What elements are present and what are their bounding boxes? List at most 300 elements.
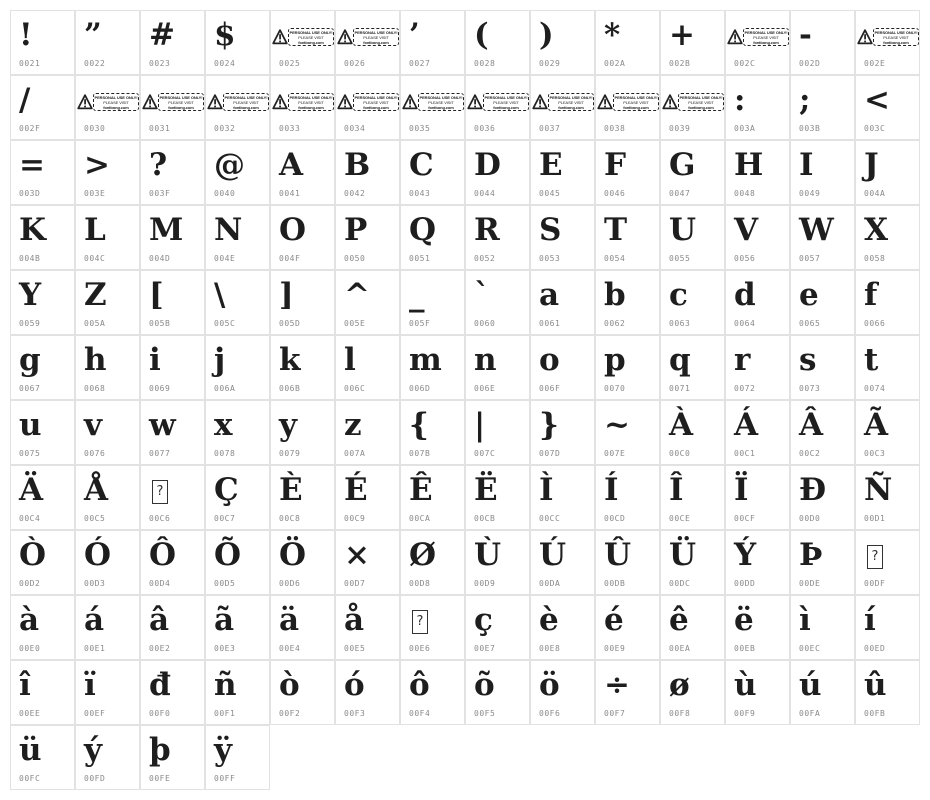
personal-use-warning-badge — [272, 27, 333, 47]
glyph: B — [344, 147, 371, 183]
glyph-cell[interactable] — [335, 400, 400, 465]
glyph-cell[interactable] — [205, 465, 270, 530]
glyph: þ — [149, 732, 171, 768]
glyph-code: 0035 — [409, 124, 431, 133]
glyph-code: 006A — [214, 384, 236, 393]
glyph-cell[interactable] — [205, 595, 270, 660]
glyph-cell[interactable] — [790, 400, 855, 465]
glyph: o — [539, 342, 560, 378]
glyph-code: 007B — [409, 449, 431, 458]
glyph: Í — [604, 472, 619, 508]
glyph-cell[interactable] — [595, 400, 660, 465]
glyph-cell[interactable] — [10, 205, 75, 270]
glyph-cell[interactable] — [790, 205, 855, 270]
glyph-cell[interactable] — [465, 530, 530, 595]
glyph: ` — [474, 277, 490, 313]
glyph-cell[interactable] — [595, 205, 660, 270]
glyph-cell[interactable] — [660, 205, 725, 270]
glyph: Þ — [799, 537, 823, 573]
glyph-cell[interactable] — [790, 140, 855, 205]
glyph-cell[interactable] — [75, 660, 140, 725]
glyph-cell[interactable] — [140, 10, 205, 75]
glyph: J — [864, 147, 879, 183]
glyph: ÷ — [604, 667, 630, 703]
glyph-code: 00C7 — [214, 514, 236, 523]
glyph-code: 004C — [84, 254, 106, 263]
glyph-code: 0069 — [149, 384, 171, 393]
glyph-cell[interactable] — [660, 530, 725, 595]
badge-line1: PERSONAL USE ONLY! — [354, 95, 398, 100]
glyph-code: 00E1 — [84, 644, 106, 653]
glyph: Ø — [409, 537, 437, 573]
glyph-cell[interactable] — [400, 595, 465, 660]
glyph: Y — [19, 277, 42, 313]
glyph-cell[interactable] — [725, 205, 790, 270]
glyph-cell[interactable] — [725, 660, 790, 725]
glyph-cell[interactable] — [10, 400, 75, 465]
glyph: ä — [279, 602, 300, 638]
glyph: Ì — [539, 472, 554, 508]
glyph-cell[interactable] — [790, 595, 855, 660]
glyph-cell[interactable] — [10, 595, 75, 660]
glyph: ã — [214, 602, 235, 638]
glyph-code: 00C6 — [149, 514, 171, 523]
glyph-cell[interactable] — [270, 140, 335, 205]
glyph: g — [19, 342, 41, 378]
glyph-cell[interactable] — [335, 660, 400, 725]
glyph-cell[interactable] — [75, 140, 140, 205]
glyph-code: 002A — [604, 59, 626, 68]
glyph: Ñ — [864, 472, 893, 508]
glyph: r — [734, 342, 751, 378]
glyph-cell[interactable] — [400, 335, 465, 400]
glyph-cell[interactable] — [270, 465, 335, 530]
glyph-code: 00CD — [604, 514, 626, 523]
glyph-cell[interactable] — [725, 140, 790, 205]
badge-line2: PLEASE VISIT — [493, 100, 519, 105]
glyph-code: 0036 — [474, 124, 496, 133]
glyph-cell[interactable] — [595, 530, 660, 595]
glyph-cell[interactable] — [205, 205, 270, 270]
glyph: D — [474, 147, 501, 183]
glyph-code: 0038 — [604, 124, 626, 133]
glyph-code: 00FC — [19, 774, 41, 783]
badge-line3: fontbong.com — [298, 105, 324, 110]
glyph: p — [604, 342, 626, 378]
glyph-cell[interactable] — [790, 465, 855, 530]
glyph-cell[interactable] — [10, 270, 75, 335]
glyph-cell[interactable] — [855, 335, 920, 400]
glyph-cell[interactable] — [335, 530, 400, 595]
glyph-cell[interactable] — [660, 465, 725, 530]
glyph: Å — [84, 472, 109, 508]
glyph-cell[interactable] — [660, 335, 725, 400]
glyph-cell[interactable] — [140, 335, 205, 400]
glyph-cell[interactable] — [790, 335, 855, 400]
badge-line2: PLEASE VISIT — [103, 100, 129, 105]
glyph-cell[interactable] — [530, 205, 595, 270]
glyph: Ï — [734, 472, 749, 508]
glyph: F — [604, 147, 627, 183]
glyph-cell[interactable] — [335, 270, 400, 335]
glyph: \ — [214, 277, 226, 313]
glyph-cell[interactable] — [140, 140, 205, 205]
glyph-cell[interactable] — [205, 530, 270, 595]
glyph-cell[interactable] — [660, 10, 725, 75]
glyph-code: 0024 — [214, 59, 236, 68]
glyph-cell[interactable] — [595, 140, 660, 205]
glyph-cell[interactable] — [465, 10, 530, 75]
warning-icon — [77, 94, 93, 110]
glyph-cell[interactable] — [530, 660, 595, 725]
glyph: P — [344, 212, 368, 248]
glyph: ý — [84, 732, 103, 768]
glyph: Ê — [409, 472, 433, 508]
glyph-cell[interactable] — [530, 400, 595, 465]
glyph: = — [19, 147, 45, 183]
glyph-cell[interactable] — [855, 75, 920, 140]
glyph-code: 0042 — [344, 189, 366, 198]
glyph-cell[interactable] — [10, 140, 75, 205]
badge-line1: PERSONAL USE ONLY! — [94, 95, 138, 100]
glyph-cell[interactable] — [725, 595, 790, 660]
glyph-code: 007A — [344, 449, 366, 458]
glyph-cell[interactable] — [530, 335, 595, 400]
glyph-cell[interactable] — [75, 270, 140, 335]
glyph-cell[interactable] — [790, 530, 855, 595]
glyph-cell[interactable] — [725, 530, 790, 595]
glyph-cell[interactable] — [10, 465, 75, 530]
glyph-cell[interactable] — [270, 205, 335, 270]
warning-label — [743, 28, 789, 46]
glyph-code: 00E3 — [214, 644, 236, 653]
glyph: G — [669, 147, 696, 183]
warning-label — [483, 93, 529, 111]
badge-line2: PLEASE VISIT — [883, 35, 909, 40]
glyph-code: 0026 — [344, 59, 366, 68]
glyph-cell[interactable] — [790, 270, 855, 335]
glyph-cell[interactable] — [75, 335, 140, 400]
glyph-cell[interactable] — [205, 270, 270, 335]
glyph-cell[interactable] — [270, 270, 335, 335]
glyph: f — [864, 277, 878, 313]
glyph: l — [344, 342, 356, 378]
glyph-cell[interactable] — [855, 140, 920, 205]
glyph-cell[interactable] — [75, 725, 140, 790]
glyph-code: 00D0 — [799, 514, 821, 523]
glyph-cell[interactable] — [140, 270, 205, 335]
glyph-code: 0075 — [19, 449, 41, 458]
glyph-cell[interactable] — [595, 10, 660, 75]
glyph-cell[interactable] — [595, 465, 660, 530]
glyph-cell[interactable] — [400, 465, 465, 530]
badge-line3: fontbong.com — [363, 40, 389, 45]
glyph-code: 00CC — [539, 514, 561, 523]
glyph-cell[interactable] — [270, 75, 335, 140]
badge-line1: PERSONAL USE ONLY! — [549, 95, 593, 100]
glyph: } — [539, 407, 559, 443]
glyph-cell[interactable] — [465, 75, 530, 140]
glyph-code: 00E0 — [19, 644, 41, 653]
glyph: Ý — [734, 537, 757, 573]
badge-line2: PLEASE VISIT — [688, 100, 714, 105]
glyph-cell[interactable] — [530, 140, 595, 205]
glyph: H — [734, 147, 764, 183]
glyph-cell[interactable] — [465, 205, 530, 270]
badge-line1: PERSONAL USE ONLY! — [354, 30, 398, 35]
glyph: T — [604, 212, 628, 248]
glyph-cell[interactable] — [335, 335, 400, 400]
glyph-cell[interactable] — [855, 400, 920, 465]
glyph-cell[interactable] — [205, 10, 270, 75]
glyph-cell[interactable] — [400, 270, 465, 335]
glyph-code: 0061 — [539, 319, 561, 328]
glyph: Î — [669, 472, 684, 508]
glyph-code: 0028 — [474, 59, 496, 68]
glyph: A — [279, 147, 304, 183]
glyph-cell[interactable] — [140, 725, 205, 790]
glyph-cell[interactable] — [10, 660, 75, 725]
glyph-code: 00F2 — [279, 709, 301, 718]
glyph-cell[interactable] — [140, 660, 205, 725]
glyph-cell[interactable] — [660, 270, 725, 335]
glyph-code: 0051 — [409, 254, 431, 263]
glyph: å — [344, 602, 365, 638]
glyph: ü — [19, 732, 42, 768]
badge-line3: fontbong.com — [298, 40, 324, 45]
glyph: d — [734, 277, 756, 313]
missing-glyph-icon: ? — [152, 480, 168, 504]
glyph: ê — [669, 602, 689, 638]
glyph-cell[interactable] — [465, 660, 530, 725]
missing-glyph-icon: ? — [412, 610, 428, 634]
glyph-cell[interactable] — [270, 335, 335, 400]
glyph-cell[interactable] — [400, 205, 465, 270]
glyph-cell[interactable] — [725, 465, 790, 530]
glyph-cell[interactable] — [530, 530, 595, 595]
glyph-code: 00E8 — [539, 644, 561, 653]
glyph-code: 00D6 — [279, 579, 301, 588]
glyph-cell[interactable] — [725, 335, 790, 400]
glyph-cell[interactable] — [335, 465, 400, 530]
glyph-cell[interactable] — [400, 75, 465, 140]
glyph-cell[interactable] — [595, 270, 660, 335]
glyph-cell[interactable] — [270, 595, 335, 660]
glyph-cell[interactable] — [10, 75, 75, 140]
glyph-cell[interactable] — [75, 530, 140, 595]
glyph-cell[interactable] — [855, 595, 920, 660]
glyph-cell[interactable] — [725, 270, 790, 335]
glyph: L — [84, 212, 106, 248]
glyph-code: 006B — [279, 384, 301, 393]
glyph-code: 0058 — [864, 254, 886, 263]
glyph: M — [149, 212, 184, 248]
badge-line3: fontbong.com — [233, 105, 259, 110]
glyph-cell[interactable] — [10, 335, 75, 400]
personal-use-warning-badge — [532, 92, 593, 112]
glyph-cell[interactable] — [10, 530, 75, 595]
glyph-cell[interactable] — [335, 140, 400, 205]
glyph-cell[interactable] — [530, 595, 595, 660]
glyph-cell[interactable] — [400, 400, 465, 465]
glyph-cell[interactable] — [140, 595, 205, 660]
glyph-cell[interactable] — [725, 10, 790, 75]
glyph-cell[interactable] — [660, 595, 725, 660]
glyph-cell[interactable] — [335, 75, 400, 140]
glyph-code: 00CF — [734, 514, 756, 523]
glyph-cell[interactable] — [855, 205, 920, 270]
glyph-cell[interactable] — [140, 400, 205, 465]
glyph-cell[interactable] — [270, 10, 335, 75]
glyph-cell[interactable] — [400, 660, 465, 725]
glyph: w — [149, 407, 176, 443]
glyph: N — [214, 212, 243, 248]
glyph-cell[interactable] — [595, 75, 660, 140]
glyph-code: 0052 — [474, 254, 496, 263]
glyph-cell[interactable] — [790, 75, 855, 140]
glyph: S — [539, 212, 562, 248]
glyph: ç — [474, 602, 493, 638]
warning-label — [548, 93, 594, 111]
glyph-code: 0050 — [344, 254, 366, 263]
glyph-cell[interactable] — [205, 660, 270, 725]
glyph-cell[interactable] — [660, 400, 725, 465]
glyph-cell[interactable] — [595, 335, 660, 400]
glyph-cell[interactable] — [205, 725, 270, 790]
glyph: R — [474, 212, 500, 248]
glyph-cell[interactable] — [400, 10, 465, 75]
glyph-cell[interactable] — [140, 205, 205, 270]
glyph-cell[interactable] — [595, 595, 660, 660]
glyph-code: 0044 — [474, 189, 496, 198]
glyph-cell[interactable] — [335, 10, 400, 75]
glyph-cell[interactable] — [660, 660, 725, 725]
glyph-cell[interactable] — [205, 400, 270, 465]
glyph-cell[interactable] — [270, 400, 335, 465]
glyph-code: 0048 — [734, 189, 756, 198]
glyph-cell[interactable] — [855, 465, 920, 530]
glyph: đ — [149, 667, 171, 703]
glyph-code: 0060 — [474, 319, 496, 328]
glyph: E — [539, 147, 563, 183]
glyph-cell[interactable] — [400, 530, 465, 595]
glyph-cell[interactable] — [465, 270, 530, 335]
glyph-cell[interactable] — [855, 660, 920, 725]
glyph: Q — [409, 212, 437, 248]
glyph-cell[interactable] — [140, 465, 205, 530]
warning-icon — [272, 29, 288, 45]
glyph-cell[interactable] — [335, 205, 400, 270]
glyph-cell[interactable] — [725, 400, 790, 465]
glyph-cell[interactable] — [530, 10, 595, 75]
glyph-cell[interactable] — [75, 400, 140, 465]
glyph-code: 005C — [214, 319, 236, 328]
glyph: ù — [734, 667, 757, 703]
glyph: n — [474, 342, 497, 378]
glyph-cell[interactable] — [465, 465, 530, 530]
glyph: [ — [149, 277, 164, 313]
glyph: ^ — [344, 277, 370, 313]
badge-line3: fontbong.com — [493, 105, 519, 110]
glyph: á — [84, 602, 105, 638]
glyph-cell[interactable] — [205, 75, 270, 140]
glyph-cell[interactable] — [530, 270, 595, 335]
glyph-cell[interactable] — [205, 335, 270, 400]
glyph-cell[interactable] — [75, 10, 140, 75]
glyph: ì — [799, 602, 811, 638]
glyph-cell[interactable] — [790, 10, 855, 75]
warning-label — [288, 93, 334, 111]
glyph-cell[interactable] — [400, 140, 465, 205]
glyph-code: 00DA — [539, 579, 561, 588]
glyph-code: 0032 — [214, 124, 236, 133]
glyph-code: 002B — [669, 59, 691, 68]
glyph-code: 00EE — [19, 709, 41, 718]
glyph-code: 0046 — [604, 189, 626, 198]
warning-label — [93, 93, 139, 111]
glyph-cell[interactable] — [75, 595, 140, 660]
glyph-cell[interactable] — [140, 75, 205, 140]
glyph-cell[interactable] — [140, 530, 205, 595]
glyph-code: 003F — [149, 189, 171, 198]
glyph-cell[interactable] — [10, 10, 75, 75]
personal-use-warning-badge — [142, 92, 203, 112]
glyph-cell[interactable] — [660, 140, 725, 205]
glyph-cell[interactable] — [855, 10, 920, 75]
glyph-cell[interactable] — [530, 465, 595, 530]
personal-use-warning-badge — [337, 92, 398, 112]
glyph-cell[interactable] — [270, 660, 335, 725]
glyph: X — [864, 212, 889, 248]
glyph-cell[interactable] — [465, 595, 530, 660]
warning-label — [418, 93, 464, 111]
glyph-code: 00EF — [84, 709, 106, 718]
glyph-cell[interactable] — [465, 335, 530, 400]
glyph-cell[interactable] — [595, 660, 660, 725]
glyph-code: 00D5 — [214, 579, 236, 588]
glyph-cell[interactable] — [660, 75, 725, 140]
glyph-cell[interactable] — [790, 660, 855, 725]
glyph-cell[interactable] — [75, 465, 140, 530]
glyph-cell[interactable] — [465, 140, 530, 205]
warning-icon — [727, 29, 743, 45]
glyph: x — [214, 407, 233, 443]
glyph-cell[interactable] — [75, 75, 140, 140]
glyph-cell[interactable] — [725, 75, 790, 140]
glyph: × — [344, 537, 370, 573]
glyph-cell[interactable] — [75, 205, 140, 270]
glyph-code: 0070 — [604, 384, 626, 393]
warning-icon — [662, 94, 678, 110]
glyph-cell[interactable] — [530, 75, 595, 140]
glyph-code: 00F5 — [474, 709, 496, 718]
glyph-code: 0064 — [734, 319, 756, 328]
glyph-code: 0040 — [214, 189, 236, 198]
glyph: e — [799, 277, 819, 313]
glyph-cell[interactable] — [205, 140, 270, 205]
glyph-cell[interactable] — [270, 530, 335, 595]
glyph-cell[interactable] — [335, 595, 400, 660]
glyph-cell[interactable] — [465, 400, 530, 465]
glyph-code: 00FD — [84, 774, 106, 783]
glyph-cell[interactable] — [855, 530, 920, 595]
glyph-code: 00DE — [799, 579, 821, 588]
glyph-code: 00CB — [474, 514, 496, 523]
glyph-cell[interactable] — [855, 270, 920, 335]
glyph-cell[interactable] — [10, 725, 75, 790]
warning-label — [353, 28, 399, 46]
glyph-code: 006F — [539, 384, 561, 393]
